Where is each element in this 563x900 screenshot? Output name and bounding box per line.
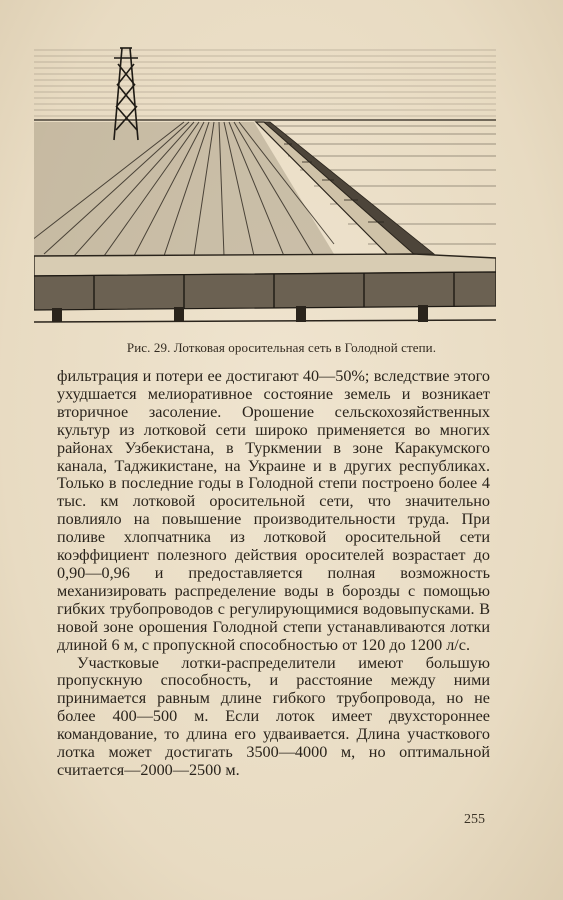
paragraph: фильтрация и потери ее достигают 40—50%; вследствие этого ухудшается мелиоративное состояние земель и возникает вторичное засоление. Орошение сельскохозяйственных культур из лотковой сети широко применяется во многих районах Узбекистана, в Туркмении в зоне Каракумского канала, Таджикистане, на Украине и в других республиках. Только в последние годы в Голодной степи построено более 4 тыс. км лотковой оросительной сети, что значительно повлияло на повышение производительности труда. При поливе хлопчатника из лотковой оросительной сети коэффициент полезного действия оросителей возрастает до 0,90—0,96 и предоставляется полная возможность механизировать распределение воды в борозды с помощью гибких трубопроводов с регулирующимися водовыпусками. В новой зоне орошения Голодной степи устанавливаются лотки длиной 6 м, с пропускной способностью от 120 до 1200 л/с. [57, 367, 490, 654]
page-number: 255 [464, 812, 485, 827]
canal-illustration [34, 44, 496, 326]
canal-drawing [34, 44, 496, 326]
paragraph: Участковые лотки-распределители имеют большую пропускную способность, и расстояние между ними принимается равным длине гибкого трубопровода, но не более 400—500 м. Если лоток имеет двухстороннее командование, то длина его удваивается. Длина участкового лотка может достигать 3500—4000 м, но оптимальной считается—2000—2500 м. [57, 653, 490, 779]
main-flume-side [34, 272, 496, 310]
figure-caption: Рис. 29. Лотковая оросительная сеть в Голодной степи. [126, 340, 437, 355]
sky-hatching [34, 50, 496, 116]
body-text [57, 368, 490, 780]
